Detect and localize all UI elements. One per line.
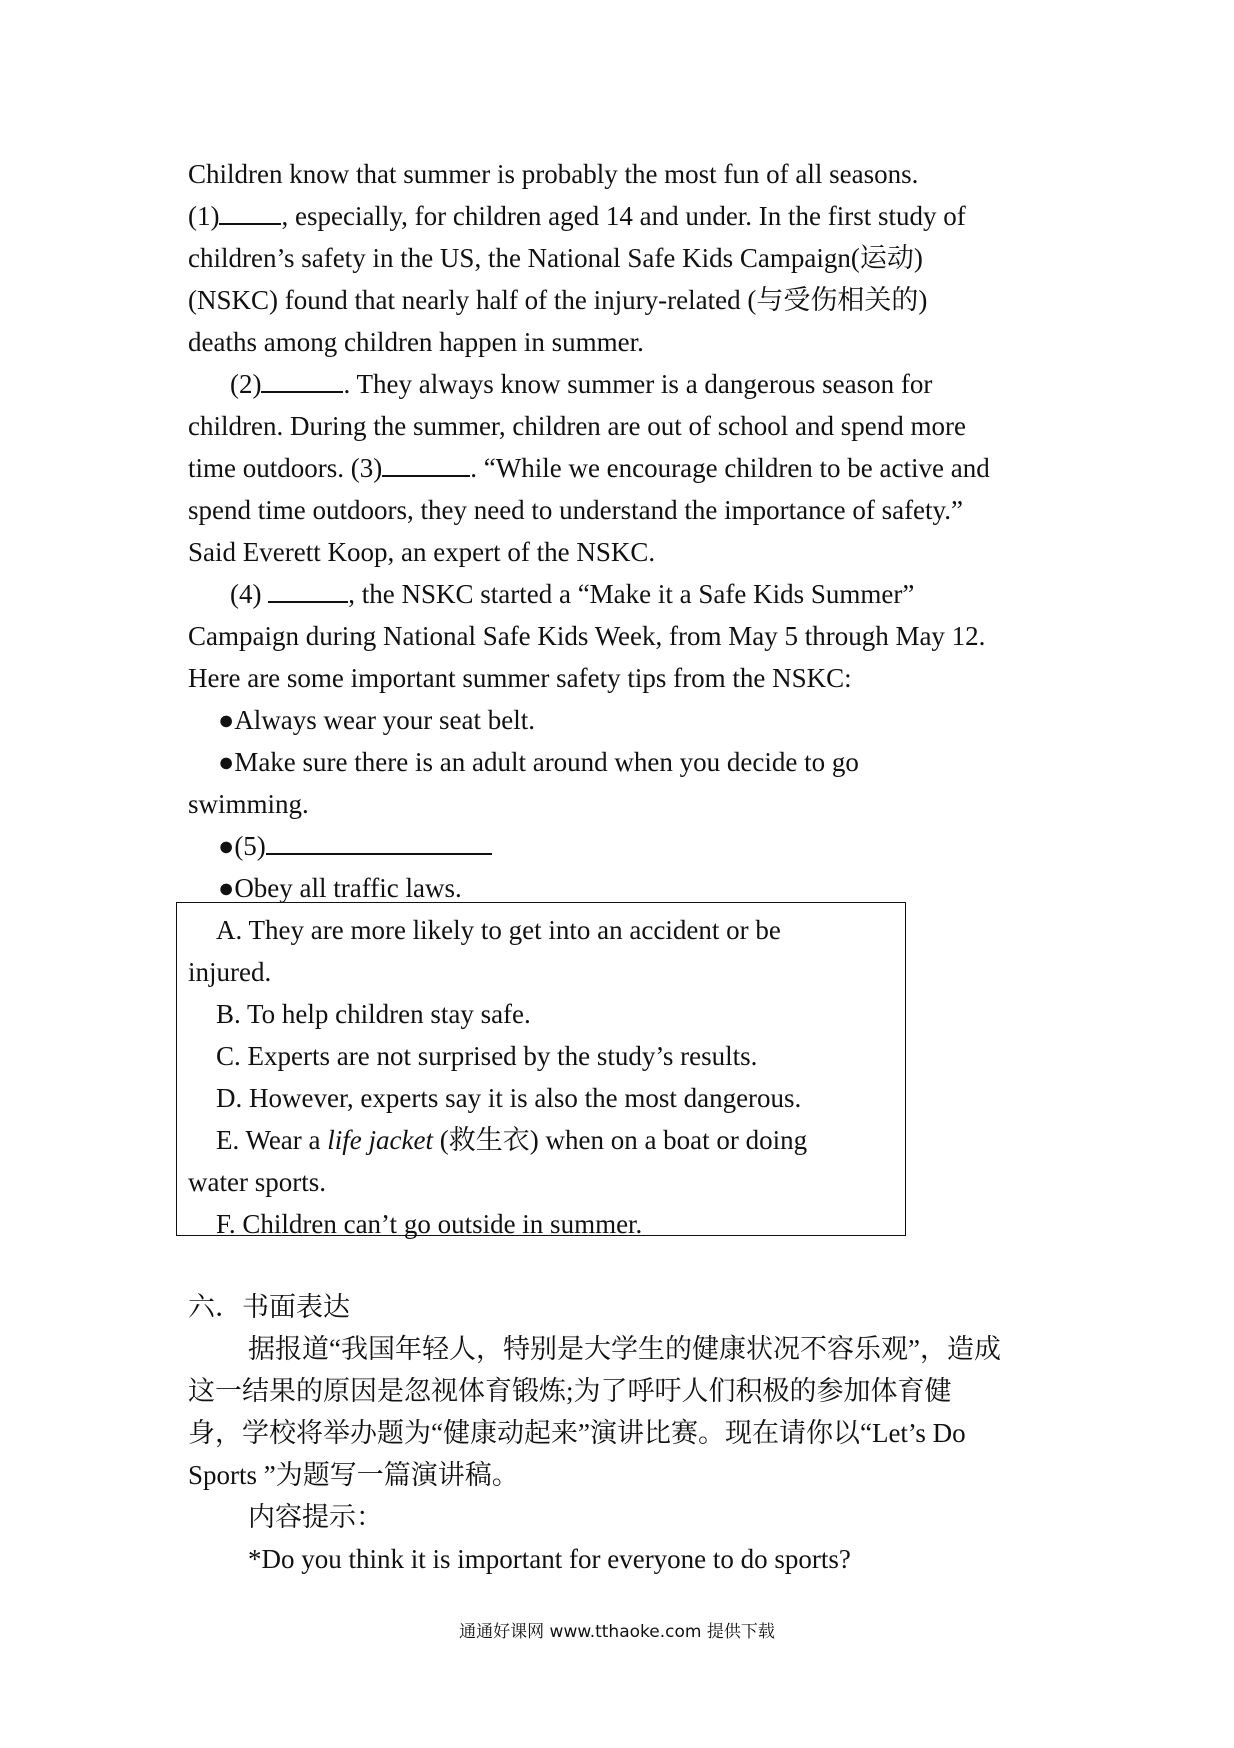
writing-line: 据报道“我国年轻人，特别是大学生的健康状况不容乐观”，造成 — [248, 1334, 1001, 1364]
tip-text: Make sure there is an adult around when you decide to go — [234, 747, 859, 777]
passage-line — [188, 195, 966, 237]
passage-line — [230, 573, 914, 615]
passage-line: (NSKC) found that nearly half of the injury-related (与受伤相关的) — [188, 285, 928, 315]
passage-text: time outdoors. — [188, 453, 351, 483]
blank-1[interactable] — [219, 197, 281, 225]
option-text: E. Wear a — [216, 1125, 328, 1155]
passage-text: , especially, for children aged 14 and under. In the first study of — [281, 201, 966, 231]
writing-line: 身，学校将举办题为“健康动起来”演讲比赛。现在请你以“Let’s Do — [188, 1418, 966, 1448]
option-f: F. Children can’t go outside in summer. — [216, 1209, 643, 1239]
passage-line: Campaign during National Safe Kids Week, from May 5 through May 12. — [188, 621, 986, 651]
passage-line: children. During the summer, children are out of school and spend more — [188, 411, 966, 441]
passage-line: children’s safety in the US, the National Safe Kids Campaign(运动) — [188, 243, 923, 273]
option-c: C. Experts are not surprised by the study’s results. — [216, 1041, 758, 1071]
passage-line — [188, 447, 990, 489]
passage-line: Here are some important summer safety tips from the NSKC: — [188, 663, 852, 693]
blank-number: (1) — [188, 201, 220, 231]
blank-3[interactable] — [382, 449, 470, 477]
bullet-icon: ● — [218, 747, 235, 777]
option-text: (救生衣) when on a boat or doing — [432, 1125, 808, 1155]
option-e — [216, 1119, 807, 1161]
tip-item — [218, 825, 492, 867]
passage-line — [230, 363, 932, 405]
bullet-icon: ● — [218, 873, 235, 903]
tip-item — [218, 699, 535, 741]
page-footer: 通通好课网 www.tthaoke.com 提供下载 — [459, 1622, 775, 1642]
blank-number: (2) — [230, 369, 262, 399]
option-d: D. However, experts say it is also the most dangerous. — [216, 1083, 802, 1113]
blank-number: (3) — [350, 453, 383, 483]
passage-text: , the NSKC started a “Make it a Safe Kids Summer” — [348, 579, 915, 609]
writing-line: Sports ”为题写一篇演讲稿。 — [188, 1460, 519, 1490]
blank-number: (4) — [230, 579, 269, 609]
passage-text: . “While we encourage children to be active and — [470, 453, 990, 483]
option-e-cont: water sports. — [188, 1167, 326, 1197]
option-italic-text: life jacket — [327, 1125, 433, 1155]
passage-line: Children know that summer is probably the most fun of all seasons. — [188, 159, 919, 189]
bullet-icon: ● — [218, 705, 235, 735]
blank-number: (5) — [234, 831, 266, 861]
option-a: A. They are more likely to get into an accident or be — [216, 915, 781, 945]
bullet-icon: ● — [218, 831, 235, 861]
passage-text: . They always know summer is a dangerous season for — [343, 369, 933, 399]
passage-line: Said Everett Koop, an expert of the NSKC. — [188, 537, 656, 567]
section-heading: 六．书面表达 — [188, 1292, 350, 1322]
tip-text: swimming. — [188, 789, 309, 819]
option-a-cont: injured. — [188, 957, 272, 987]
passage-line: spend time outdoors, they need to understand the importance of safety.” — [188, 495, 964, 525]
blank-2[interactable] — [261, 365, 343, 393]
tip-item — [218, 741, 859, 783]
passage-line: deaths among children happen in summer. — [188, 327, 644, 357]
blank-4[interactable] — [268, 575, 348, 603]
hint-item: *Do you think it is important for everyone to do sports? — [248, 1544, 851, 1574]
hint-label: 内容提示： — [248, 1502, 383, 1532]
blank-5[interactable] — [266, 827, 492, 855]
tip-text: Always wear your seat belt. — [234, 705, 535, 735]
writing-line: 这一结果的原因是忽视体育锻炼;为了呼吁人们积极的参加体育健 — [188, 1376, 952, 1406]
tip-text: Obey all traffic laws. — [234, 873, 462, 903]
option-b: B. To help children stay safe. — [216, 999, 531, 1029]
